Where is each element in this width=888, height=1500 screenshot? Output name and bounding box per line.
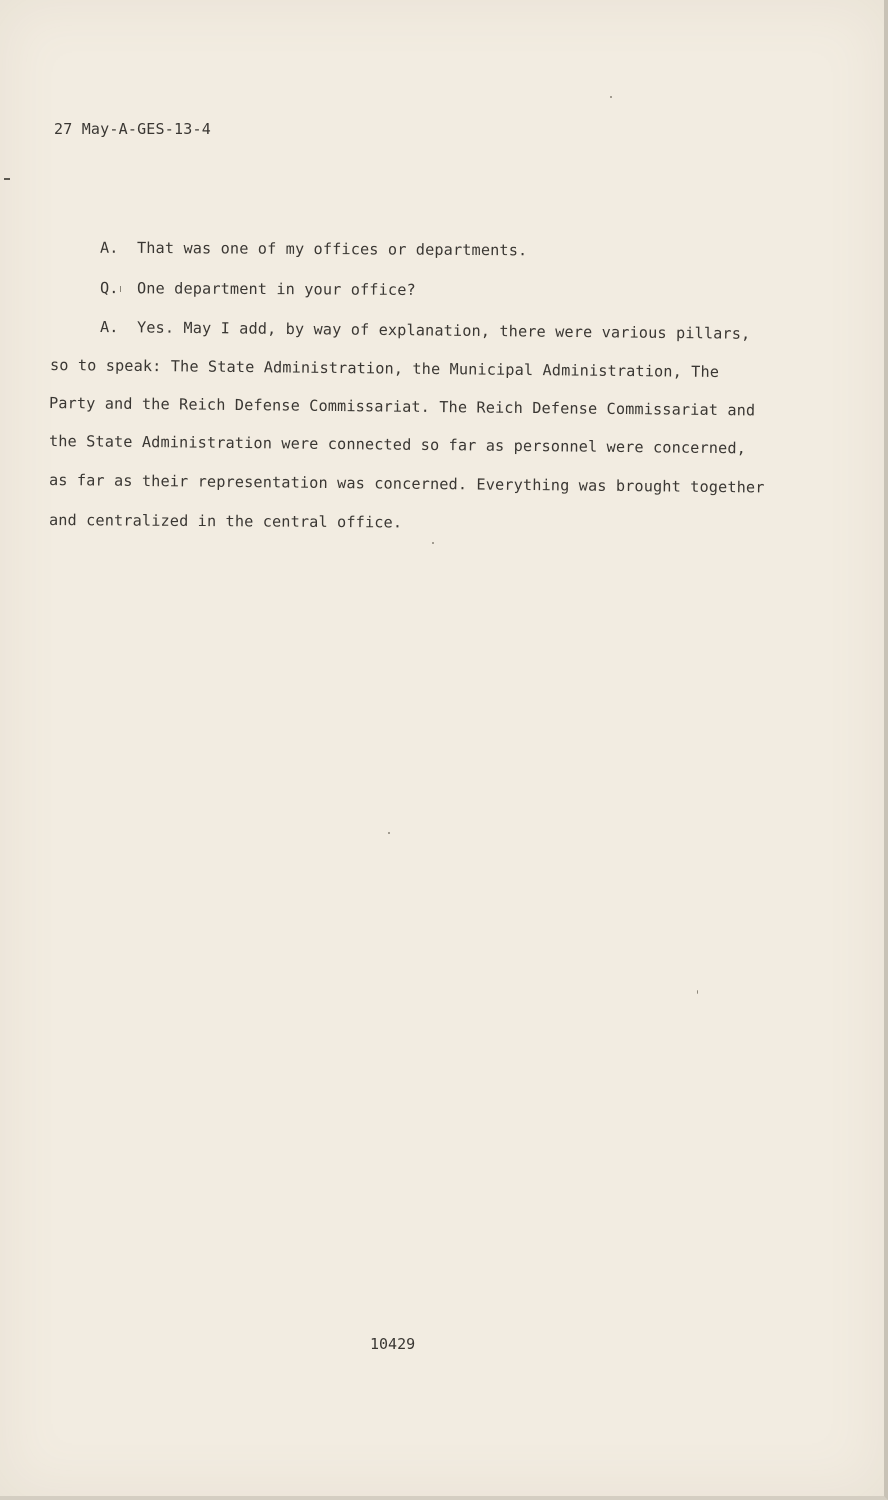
document-reference: 27 May-A-GES-13-4 (54, 120, 211, 138)
line-text: One department in your office? (136, 279, 416, 299)
line-text: Yes. May I add, by way of explanation, there were various pillars, (136, 318, 751, 343)
line-text: and centralized in the central office. (48, 511, 403, 532)
line-text: That was one of my offices or departments. (136, 238, 528, 260)
speaker-label: A. (99, 318, 119, 337)
transcript-line (49, 471, 765, 496)
line-text: so to speak: The State Administration, the Municipal Administration, The (49, 356, 720, 382)
page-number: 10429 (370, 1335, 416, 1353)
transcript-line (50, 356, 719, 381)
paper-speck (697, 990, 698, 994)
transcript-line (49, 432, 746, 457)
transcript-line (49, 394, 755, 419)
line-text: Party and the Reich Defense Commissariat. The Reich Defense Commissariat and (48, 394, 756, 420)
paper-speck (120, 286, 121, 292)
line-text: the State Administration were connected so far as personnel were concerned, (48, 432, 747, 458)
transcript-line (100, 318, 751, 343)
transcript-line (100, 239, 527, 260)
speaker-label: A. (99, 238, 119, 257)
line-text: as far as their representation was concerned. Everything was brought together (48, 471, 765, 497)
paper-speck (432, 542, 434, 544)
speaker-label: Q. (99, 279, 119, 298)
margin-mark (4, 178, 10, 180)
transcript-line (100, 279, 416, 299)
paper-speck (388, 832, 390, 834)
transcript-line (49, 511, 402, 531)
paper-speck (610, 96, 612, 98)
